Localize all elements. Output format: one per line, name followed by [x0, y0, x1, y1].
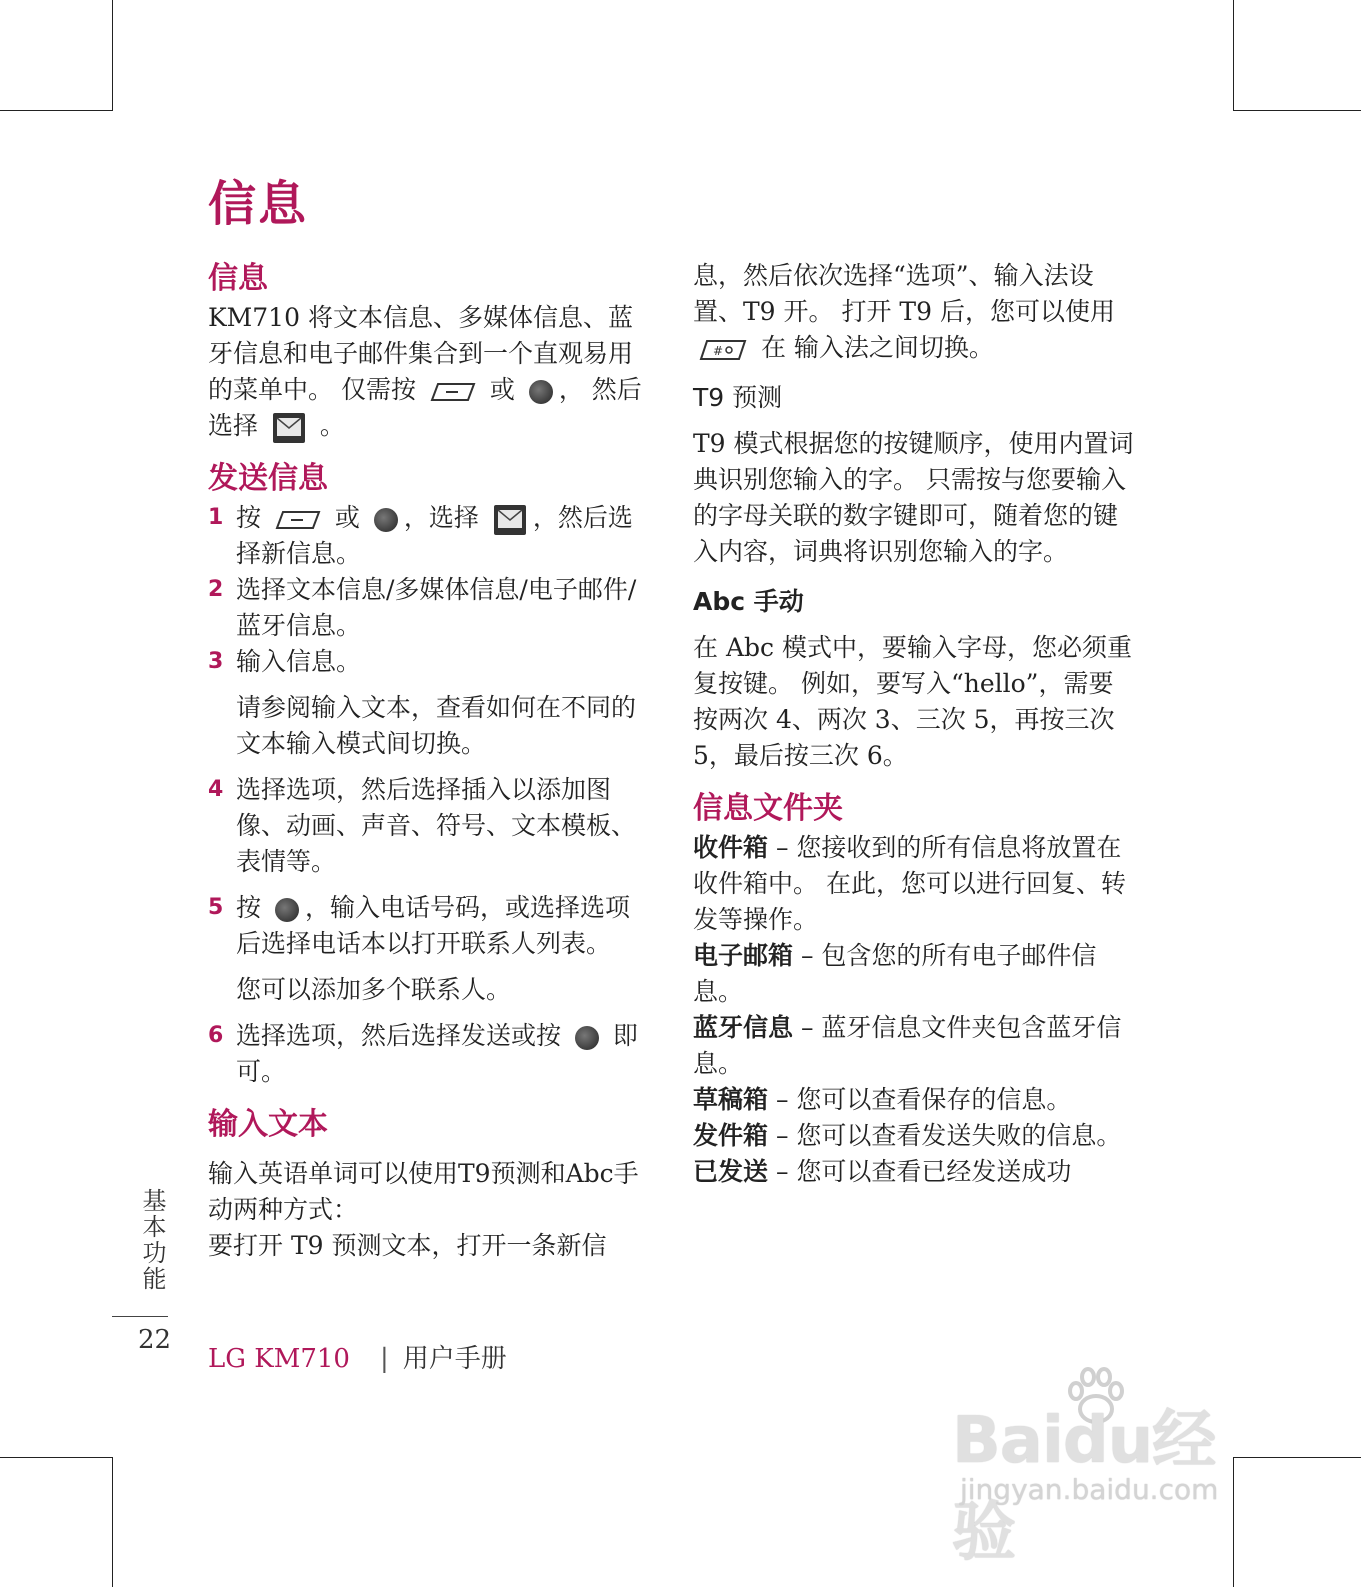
footer-manual: 用户手册 — [402, 1344, 507, 1374]
ok-button-icon — [275, 898, 299, 922]
folder-item: 发件箱 – 您可以查看发送失败的信息。 — [693, 1121, 1122, 1150]
step-item: 3 输入信息。 请参阅输入文本，查看如何在不同的文本输入模式间切换。 — [208, 644, 652, 762]
svg-text:#: # — [713, 343, 724, 358]
soft-key-icon — [275, 509, 321, 531]
section-heading: 信息文件夹 — [693, 791, 843, 826]
step-note: 请参阅输入文本，查看如何在不同的文本输入模式间切换。 — [236, 693, 637, 758]
paragraph: 输入英语单词可以使用T9预测和Abc手动两种方式： — [208, 1159, 639, 1224]
right-column — [693, 258, 1137, 1190]
step-note: 您可以添加多个联系人。 — [236, 975, 512, 1004]
watermark — [952, 1365, 1272, 1570]
chapter-label: 基本功能 — [138, 1188, 166, 1292]
paragraph: T9 模式根据您的按键顺序，使用内置词典识别您输入的字。 只需按与您要输入的字母关联的数字键即可，随着您的键入内容，词典将识别您输入的字。 — [693, 429, 1134, 566]
section-heading: 发送信息 — [208, 461, 328, 496]
soft-key-icon — [430, 381, 476, 403]
ok-button-icon — [374, 508, 398, 532]
page-title: 信息 — [208, 176, 309, 232]
folder-item: 已发送 – 您可以查看已经发送成功 — [693, 1157, 1072, 1186]
section-heading: 输入文本 — [208, 1107, 328, 1142]
crop-mark — [0, 1457, 113, 1458]
ok-button-icon — [529, 380, 553, 404]
ok-button-icon — [575, 1026, 599, 1050]
intro-paragraph: KM710 将文本信息、多媒体信息、蓝牙信息和电子邮件集合到一个直观易用的菜单中。 仅需按 或 ， 然后选择 。 — [208, 300, 652, 444]
crop-mark — [112, 0, 113, 111]
paragraph: 要打开 T9 预测文本，打开一条新信 — [208, 1231, 607, 1260]
footer — [208, 1338, 507, 1375]
step-item: 6 选择选项，然后选择发送或按 即可。 — [208, 1021, 638, 1086]
subheading: Abc 手动 — [693, 587, 804, 616]
watermark-logo: Baidu经验 — [952, 1404, 1216, 1570]
subheading: T9 预测 — [693, 383, 783, 412]
footer-separator: | — [379, 1344, 389, 1374]
watermark-url: jingyan.baidu.com — [960, 1473, 1219, 1506]
folder-item: 草稿箱 – 您可以查看保存的信息。 — [693, 1085, 1072, 1114]
crop-mark — [1233, 0, 1234, 111]
divider — [112, 1316, 168, 1317]
folder-item: 收件箱 – 您接收到的所有信息将放置在收件箱中。 在此，您可以进行回复、转发等操作。 — [693, 833, 1126, 934]
folder-item: 蓝牙信息 – 蓝牙信息文件夹包含蓝牙信息。 — [693, 1013, 1122, 1078]
step-item: 5 按 ，输入电话号码，或选择选项后选择电话本以打开联系人列表。 您可以添加多个联系人。 — [208, 890, 652, 1008]
crop-mark — [112, 1457, 113, 1587]
paragraph: 息，然后依次选择“选项”、输入法设置、T9 开。 打开 T9 后，您可以使用 # 在 输入法之间切换。 — [693, 261, 1115, 362]
hash-key-icon — [699, 338, 747, 362]
paragraph: 在 Abc 模式中，要输入字母，您必须重复按键。 例如，要写入“hello”，需要按两次 4、两次 3、三次 5，再按三次 5，最后按三次 6。 — [693, 633, 1132, 770]
crop-mark — [1233, 110, 1361, 111]
left-column — [208, 258, 652, 1264]
footer-brand: LG KM710 — [208, 1344, 350, 1374]
step-item: 4 选择选项，然后选择插入以添加图像、动画、声音、符号、文本模板、表情等。 — [208, 775, 637, 876]
folder-item: 电子邮箱 – 包含您的所有电子邮件信息。 — [693, 941, 1097, 1006]
section-heading: 信息 — [208, 261, 268, 296]
crop-mark — [0, 110, 113, 111]
step-item: 1 按 或 ，选择 ，然后选择新信息。 — [208, 503, 633, 568]
step-item: 2 选择文本信息/多媒体信息/电子邮件/蓝牙信息。 — [208, 575, 637, 640]
page-number: 22 — [138, 1325, 172, 1355]
message-icon — [272, 412, 306, 444]
message-icon — [493, 504, 527, 536]
